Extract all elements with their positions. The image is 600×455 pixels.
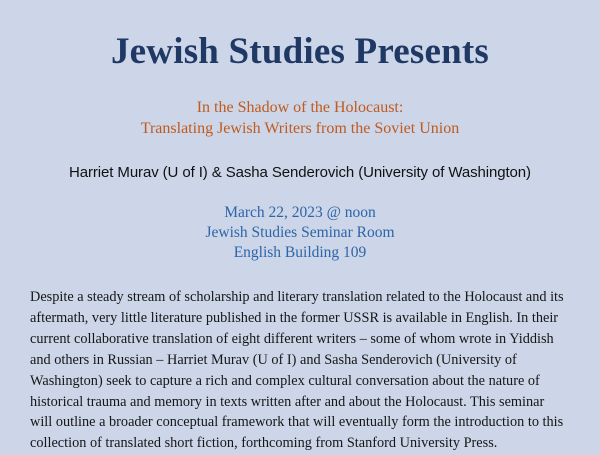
event-details — [0, 181, 600, 263]
event-date-time: March 22, 2023 @ noon — [224, 203, 376, 221]
event-subtitle-line-2: Translating Jewish Writers from the Soviet Union — [140, 120, 460, 138]
event-venue: Jewish Studies Seminar Room — [205, 224, 395, 242]
page-title: Jewish Studies Presents — [110, 31, 490, 72]
event-room: English Building 109 — [233, 244, 367, 262]
event-subtitle-line-1: In the Shadow of the Holocaust: — [196, 98, 404, 116]
event-abstract: Despite a steady stream of scholarship and literary translation related to the Holocaust and its aftermath, very little literature published in the former USSR is available in English. In their current collaborative translation of eight different writers – some of whom wrote in Yiddish and others in Russian – Harriet Murav (U of I) and Sasha Senderovich (University of Washington) seek to capture a rich and complex cultural conversation about the nature of historical trauma and memory in texts written after and about the Holocaust. This seminar will outline a broader conceptual framework that will eventually form the introduction to this collection of translated short fiction, forthcoming from Stanford University Press. — [30, 289, 564, 452]
presenters-line: Harriet Murav (U of I) & Sasha Senderovich (University of Washington) — [69, 163, 531, 181]
event-subtitle — [0, 73, 600, 140]
